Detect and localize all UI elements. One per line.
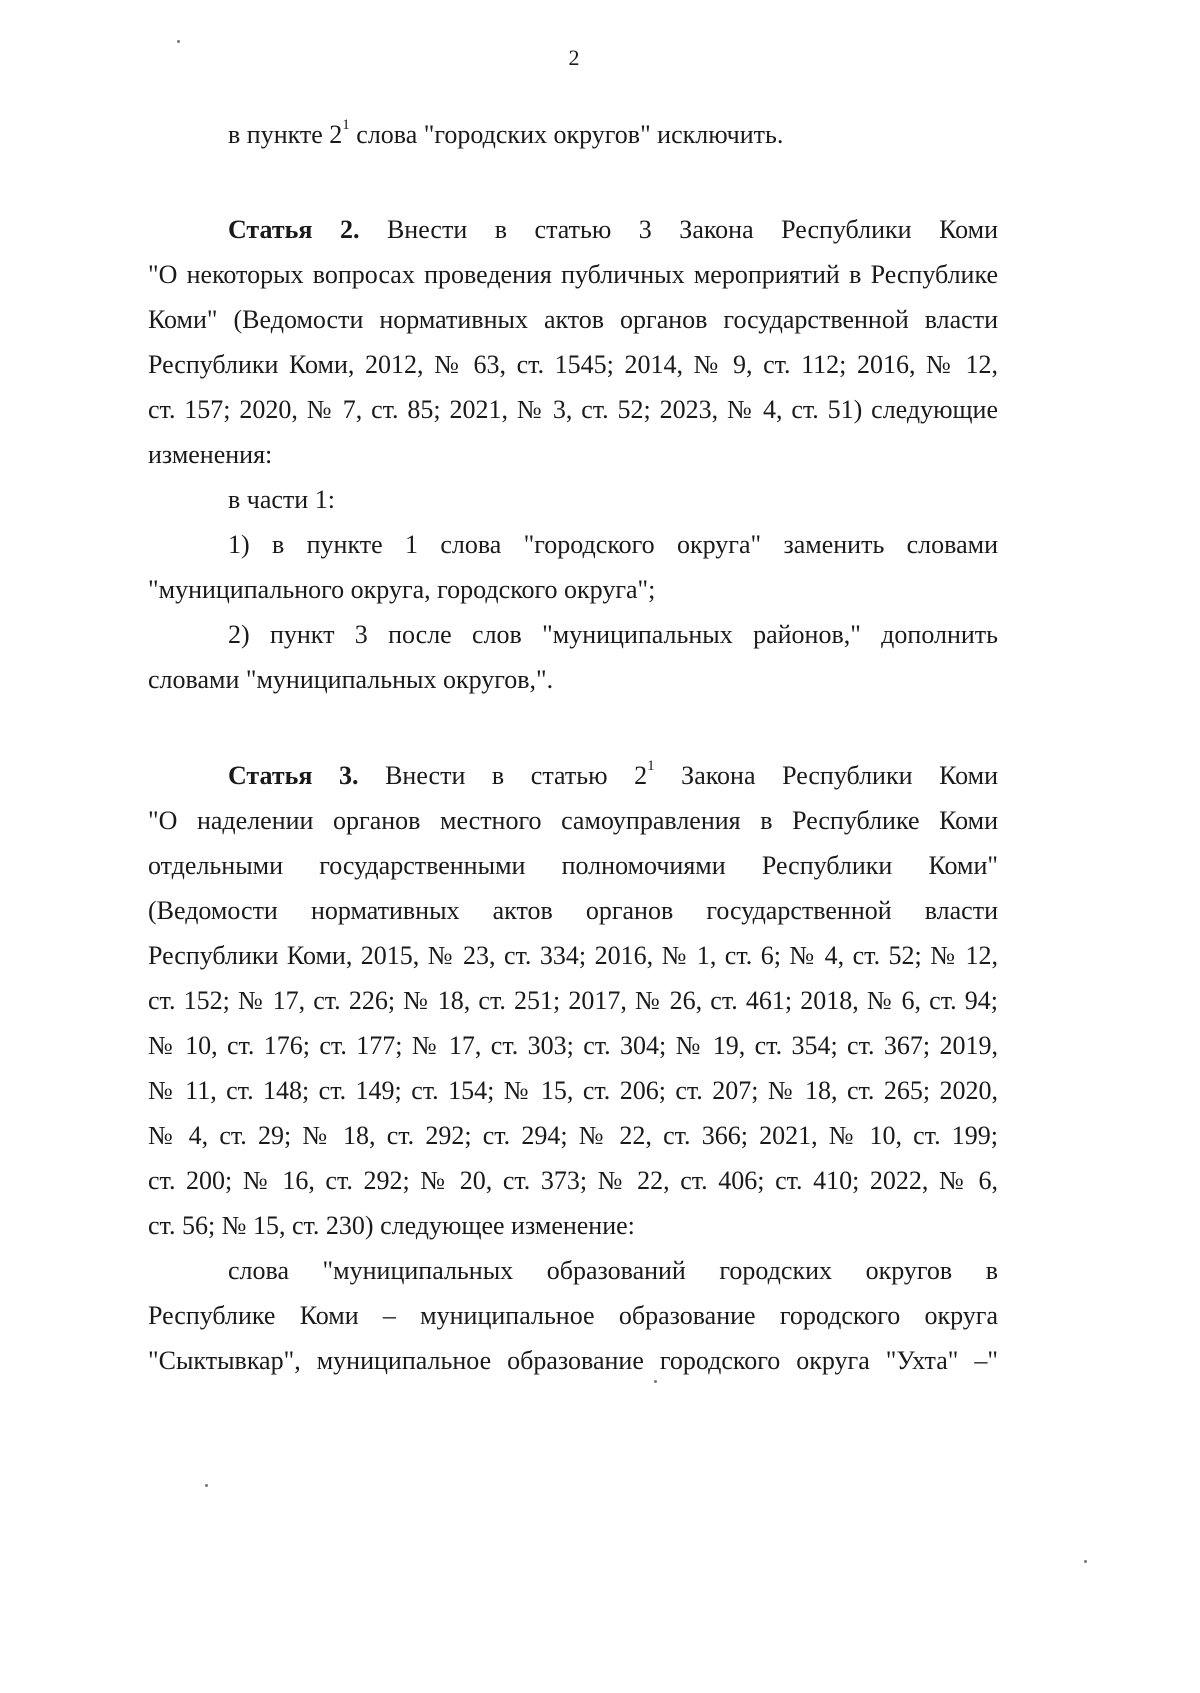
article-2-line-1: [148, 207, 998, 252]
article-3-line-4: (Ведомости нормативных актов органов государственной власти: [148, 896, 998, 925]
article-2-line-6: изменения:: [148, 440, 273, 469]
scan-speck: [654, 1380, 657, 1383]
article-3-heading: Статья 3.: [228, 761, 359, 790]
article-2-item-2-line-1: 2) пункт 3 после слов "муниципальных районов," дополнить: [228, 620, 998, 649]
intro-paragraph: [148, 112, 998, 157]
article-2-line-3: Коми" (Ведомости нормативных актов органов государственной власти: [148, 305, 998, 334]
article-2-text-1: Внести в статью 3 Закона Республики Коми: [386, 215, 998, 244]
article-3-line-3: отдельными государственными полномочиями Республики Коми": [148, 851, 998, 880]
article-3-line-6: ст. 152; № 17, ст. 226; № 18, ст. 251; 2017, № 26, ст. 461; 2018, № 6, ст. 94;: [148, 986, 998, 1015]
article-3-line-11: ст. 56; № 15, ст. 230) следующее изменение:: [148, 1211, 635, 1240]
article-3-words-line-3: "Сыктывкар", муниципальное образование городского округа "Ухта" –": [148, 1346, 998, 1375]
article-2: [148, 207, 998, 702]
article-2-item-2-line-2: словами "муниципальных округов,".: [148, 665, 554, 694]
article-3-words-line-1: слова "муниципальных образований городских округов в: [228, 1256, 998, 1285]
article-2-part: в части 1:: [228, 485, 335, 514]
scan-speck: [177, 40, 180, 43]
article-3-line-10: ст. 200; № 16, ст. 292; № 20, ст. 373; № 22, ст. 406; ст. 410; 2022, № 6,: [148, 1166, 998, 1195]
article-2-item-1-line-1: 1) в пункте 1 слова "городского округа" заменить словами: [228, 530, 998, 559]
intro-line: [148, 112, 998, 157]
superscript: 1: [342, 117, 350, 134]
intro-text-pre: в пункте 2: [228, 120, 343, 149]
article-2-line-5: ст. 157; 2020, № 7, ст. 85; 2021, № 3, ст. 52; 2023, № 4, ст. 51) следующие: [148, 395, 998, 424]
article-3: [148, 753, 998, 1383]
superscript: 1: [647, 758, 655, 775]
article-3-line-1: [148, 753, 998, 798]
article-3-line-5: Республики Коми, 2015, № 23, ст. 334; 2016, № 1, ст. 6; № 4, ст. 52; № 12,: [148, 941, 998, 970]
article-2-item-1-line-2: "муниципального округа, городского округа";: [148, 575, 656, 604]
article-3-line-2: "О наделении органов местного самоуправления в Республике Коми: [148, 806, 998, 835]
article-2-heading: Статья 2.: [228, 215, 360, 244]
article-2-line-2: "О некоторых вопросах проведения публичных мероприятий в Республике: [148, 260, 998, 289]
scan-speck: [1084, 1560, 1087, 1563]
article-3-line-9: № 4, ст. 29; № 18, ст. 292; ст. 294; № 22, ст. 366; 2021, № 10, ст. 199;: [148, 1121, 998, 1150]
intro-text-post: слова "городских округов" исключить.: [349, 120, 784, 149]
article-3-text-1-pre: Внести в статью 2: [385, 761, 648, 790]
article-3-text-1-post: Закона Республики Коми: [654, 761, 998, 790]
article-3-words-line-2: Республике Коми – муниципальное образование городского округа: [148, 1301, 998, 1330]
article-2-line-4: Республики Коми, 2012, № 63, ст. 1545; 2014, № 9, ст. 112; 2016, № 12,: [148, 350, 998, 379]
article-3-line-7: № 10, ст. 176; ст. 177; № 17, ст. 303; ст. 304; № 19, ст. 354; ст. 367; 2019,: [148, 1031, 998, 1060]
scan-speck: [205, 1484, 208, 1487]
page-number: 2: [568, 45, 580, 70]
article-3-line-8: № 11, ст. 148; ст. 149; ст. 154; № 15, ст. 206; ст. 207; № 18, ст. 265; 2020,: [148, 1076, 998, 1105]
